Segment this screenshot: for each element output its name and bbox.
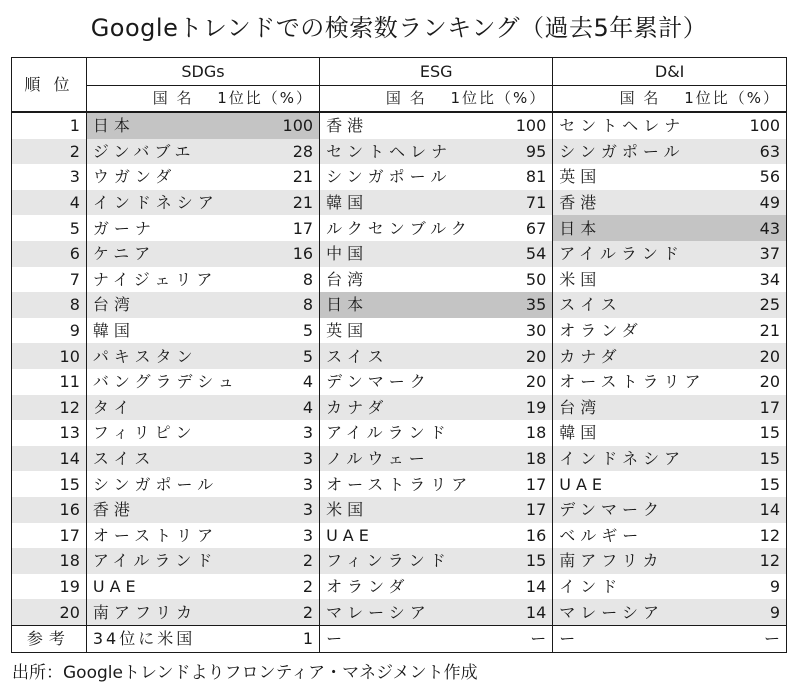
esg-country-cell: アイルランド (326, 423, 451, 443)
dni-country-cell: オーストラリア (559, 372, 706, 392)
sdgs-reference-ratio: 1 (267, 625, 319, 652)
rank-cell: 3 (12, 164, 86, 190)
esg-ratio-cell: 20 (500, 369, 552, 395)
sdgs-ratio-cell: 5 (267, 343, 319, 369)
esg-ratio-cell: 20 (500, 343, 552, 369)
dni-country-cell: 米国 (559, 269, 602, 289)
esg-country-cell: 米国 (320, 497, 501, 523)
rank-cell: 19 (12, 574, 86, 600)
dni-reference-country: ー (553, 625, 734, 652)
rank-cell: 18 (12, 548, 86, 574)
esg-ratio-cell: 67 (500, 215, 552, 241)
esg-country-cell: フィンランド (320, 548, 501, 574)
dni-country-cell: カナダ (553, 343, 734, 369)
rank-cell: 20 (12, 599, 86, 625)
sdgs-ratio-cell: 4 (267, 395, 319, 421)
sdgs-subheader: 国 名 1位比（%） (86, 86, 319, 113)
esg-ratio-cell: 18 (500, 446, 552, 472)
esg-ratio-cell: 14 (500, 599, 552, 625)
esg-country-cell: オランダ (326, 576, 410, 596)
dni-country-cell: スイス (553, 292, 734, 318)
table-row (12, 420, 786, 446)
table-row (12, 446, 786, 472)
table-row (12, 139, 786, 165)
dni-ratio-cell: 9 (734, 599, 786, 625)
dni-ratio-cell: 34 (759, 269, 780, 289)
dni-ratio-cell: 12 (759, 525, 780, 545)
table-row (12, 471, 786, 497)
table-row (12, 215, 786, 241)
esg-country-cell: ノルウェー (320, 446, 501, 472)
sdgs-country-cell: パキスタン (86, 343, 267, 369)
esg-country-cell: 中国 (320, 241, 501, 267)
table-row (12, 318, 786, 344)
sdgs-country-cell: 日本 (86, 112, 267, 139)
sdgs-country-cell: 香港 (86, 497, 267, 523)
sdgs-ratio-cell: 16 (267, 241, 319, 267)
esg-subheader: 国 名 1位比（%） (320, 86, 553, 113)
sdgs-country-cell: ガーナ (92, 218, 156, 238)
dni-country-cell: セントヘレナ (559, 116, 686, 136)
dni-country-cell: 英国 (559, 167, 602, 187)
dni-ratio-cell: 37 (734, 241, 786, 267)
sdgs-country-cell: タイ (86, 395, 267, 421)
sdgs-ratio-cell: 28 (267, 139, 319, 165)
sdgs-ratio-cell: 3 (267, 446, 319, 472)
dni-country-cell: オランダ (559, 321, 643, 341)
dni-country-cell: 日本 (553, 215, 734, 241)
dni-country-cell: シンガポール (553, 139, 734, 165)
sdgs-ratio-cell: 3 (267, 471, 319, 497)
rank-cell: 1 (12, 112, 86, 139)
sdgs-ratio-cell: 8 (267, 267, 319, 293)
dni-ratio-cell: 20 (759, 372, 780, 392)
rank-cell: 13 (12, 420, 86, 446)
rank-cell: 2 (12, 139, 86, 165)
table-row (12, 241, 786, 267)
dni-country-cell: デンマーク (553, 497, 734, 523)
sdgs-ratio-cell: 3 (267, 497, 319, 523)
esg-ratio-cell: 95 (500, 139, 552, 165)
dni-country-cell: マレーシア (553, 599, 734, 625)
reference-label: 参考 (12, 625, 86, 652)
dni-country-cell: アイルランド (553, 241, 734, 267)
sdgs-ratio-cell: 3 (267, 420, 319, 446)
sdgs-country-cell: シンガポール (92, 474, 219, 494)
chart-title: Googleトレンドでの検索数ランキング（過去5年累計） (90, 14, 708, 42)
dni-ratio-cell: 15 (759, 423, 780, 443)
sdgs-header: SDGs (86, 58, 319, 86)
dni-ratio-cell: 14 (734, 497, 786, 523)
table-row (12, 548, 786, 574)
esg-ratio-cell: 18 (500, 420, 552, 446)
table-row (12, 267, 786, 293)
table-row (12, 599, 786, 625)
dni-ratio-cell: 15 (734, 446, 786, 472)
subheader-row (12, 86, 786, 113)
table-row (12, 164, 786, 190)
sdgs-ratio-cell: 2 (267, 574, 319, 600)
esg-ratio-cell: 14 (500, 574, 552, 600)
table-row (12, 112, 786, 139)
rank-cell: 17 (12, 523, 86, 549)
esg-ratio-cell: 50 (500, 267, 552, 293)
rank-cell: 16 (12, 497, 86, 523)
dni-country-cell: UAE (559, 474, 608, 494)
dni-ratio-cell: 25 (734, 292, 786, 318)
sdgs-country-cell: オーストリア (92, 525, 219, 545)
esg-country-cell: スイス (320, 343, 501, 369)
rank-cell: 11 (12, 369, 86, 395)
rank-cell: 4 (12, 190, 86, 216)
rank-cell: 14 (12, 446, 86, 472)
esg-ratio-cell: 30 (500, 318, 552, 344)
table-row (12, 523, 786, 549)
dni-ratio-cell: 63 (734, 139, 786, 165)
sdgs-country-cell: ジンバブエ (86, 139, 267, 165)
sdgs-ratio-cell: 17 (267, 215, 319, 241)
sdgs-ratio-cell: 21 (267, 164, 319, 190)
esg-country-cell: 日本 (320, 292, 501, 318)
dni-country-cell: インドネシア (553, 446, 734, 472)
esg-ratio-cell: 71 (500, 190, 552, 216)
esg-ratio-cell: 19 (500, 395, 552, 421)
source-note: 出所：Googleトレンドよりフロンティア・マネジメント作成 (12, 663, 478, 683)
esg-reference-ratio: ー (500, 625, 552, 652)
esg-ratio-cell: 16 (500, 523, 552, 549)
sdgs-reference-country: 34位に米国 (86, 625, 267, 652)
table-row (12, 343, 786, 369)
dni-ratio-cell: 100 (749, 116, 780, 136)
table-row (12, 369, 786, 395)
dni-country-cell: 南アフリカ (553, 548, 734, 574)
table-row (12, 190, 786, 216)
sdgs-country-cell: フィリピン (92, 423, 197, 443)
esg-ratio-cell: 15 (500, 548, 552, 574)
rank-cell: 12 (12, 395, 86, 421)
rank-cell: 15 (12, 471, 86, 497)
sdgs-country-cell: 台湾 (86, 292, 267, 318)
dni-country-cell: インド (559, 576, 623, 596)
sdgs-country-cell: アイルランド (86, 548, 267, 574)
esg-ratio-cell: 81 (500, 164, 552, 190)
esg-country-cell: シンガポール (326, 167, 452, 187)
table-row (12, 497, 786, 523)
esg-country-cell: カナダ (320, 395, 501, 421)
table-row (12, 395, 786, 421)
esg-country-cell: マレーシア (320, 599, 501, 625)
esg-country-cell: UAE (326, 525, 374, 545)
esg-country-cell: 台湾 (326, 269, 369, 289)
table-row (12, 574, 786, 600)
sdgs-country-cell: バングラデシュ (92, 372, 239, 392)
esg-country-cell: デンマーク (326, 372, 431, 392)
rank-cell: 6 (12, 241, 86, 267)
dni-ratio-cell: 9 (769, 576, 780, 596)
esg-ratio-cell: 17 (500, 471, 552, 497)
sdgs-ratio-cell: 2 (267, 599, 319, 625)
esg-reference-country: ー (320, 625, 501, 652)
rank-cell: 7 (12, 267, 86, 293)
dni-ratio-cell: 20 (734, 343, 786, 369)
dni-ratio-cell: 15 (759, 474, 780, 494)
dni-subheader: 国 名 1位比（%） (553, 86, 786, 113)
table-row (12, 292, 786, 318)
sdgs-ratio-cell: 2 (267, 548, 319, 574)
rank-cell: 9 (12, 318, 86, 344)
esg-country-cell: 香港 (326, 116, 369, 136)
reference-row (12, 625, 786, 652)
sdgs-country-cell: UAE (92, 576, 141, 596)
sdgs-ratio-cell: 100 (267, 112, 319, 139)
sdgs-country-cell: スイス (86, 446, 267, 472)
sdgs-country-cell: インドネシア (86, 190, 267, 216)
esg-ratio-cell: 100 (500, 112, 552, 139)
dni-country-cell: ベルギー (559, 525, 644, 545)
rank-cell: 5 (12, 215, 86, 241)
esg-country-cell: 韓国 (320, 190, 501, 216)
dni-header: D&I (553, 58, 786, 86)
header-row (12, 58, 786, 86)
esg-ratio-cell: 54 (500, 241, 552, 267)
rank-header: 順 位 (12, 58, 86, 112)
sdgs-country-cell: ウガンダ (92, 167, 177, 187)
dni-country-cell: 香港 (553, 190, 734, 216)
esg-ratio-cell: 35 (500, 292, 552, 318)
rank-cell: 8 (12, 292, 86, 318)
sdgs-ratio-cell: 8 (267, 292, 319, 318)
sdgs-ratio-cell: 5 (267, 318, 319, 344)
sdgs-country-cell: 南アフリカ (86, 599, 267, 625)
dni-ratio-cell: 17 (734, 395, 786, 421)
esg-header: ESG (320, 58, 553, 86)
dni-ratio-cell: 56 (759, 167, 780, 187)
sdgs-country-cell: 韓国 (92, 321, 135, 341)
sdgs-ratio-cell: 4 (267, 369, 319, 395)
ranking-table (12, 58, 786, 652)
esg-country-cell: オーストラリア (326, 474, 473, 494)
dni-country-cell: 韓国 (559, 423, 602, 443)
esg-ratio-cell: 17 (500, 497, 552, 523)
sdgs-ratio-cell: 3 (267, 523, 319, 549)
esg-country-cell: ルクセンブルク (326, 218, 472, 238)
sdgs-country-cell: ナイジェリア (92, 269, 218, 289)
dni-ratio-cell: 43 (734, 215, 786, 241)
esg-country-cell: 英国 (326, 321, 369, 341)
sdgs-ratio-cell: 21 (267, 190, 319, 216)
dni-ratio-cell: 49 (734, 190, 786, 216)
sdgs-country-cell: ケニア (86, 241, 267, 267)
rank-cell: 10 (12, 343, 86, 369)
dni-country-cell: 台湾 (553, 395, 734, 421)
dni-ratio-cell: 12 (734, 548, 786, 574)
dni-reference-ratio: ー (734, 625, 786, 652)
esg-country-cell: セントヘレナ (320, 139, 501, 165)
dni-ratio-cell: 21 (759, 321, 780, 341)
